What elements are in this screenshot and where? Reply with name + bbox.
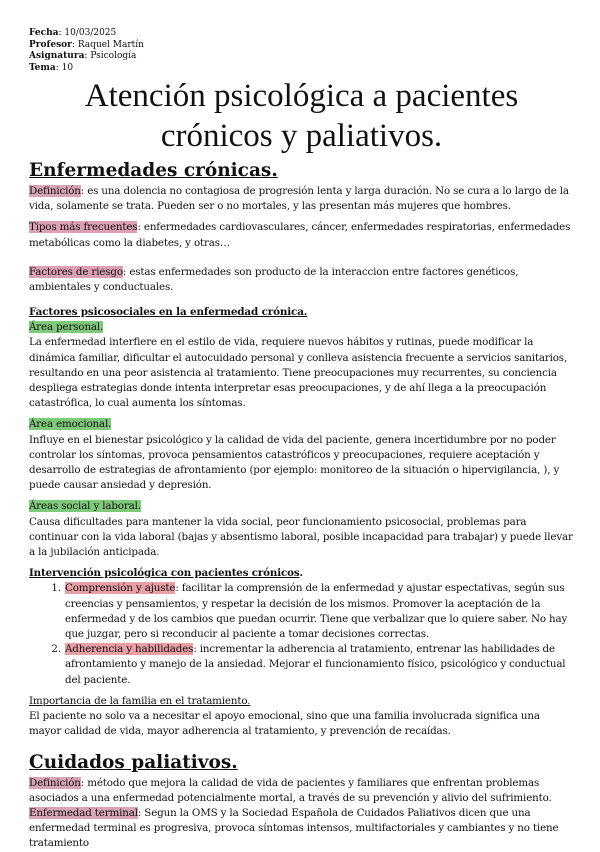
list-item: 2. Adherencia y habilidades: incrementar la adherencia al tratamiento, entrenar las habilidades de afrontamiento y manejo de la ansiedad. Mejorar el funcionamiento físico, psicológico y conductual del paciente. <box>64 642 574 688</box>
subheading-psicosociales: Factores psicosociales en la enfermedad crónica. <box>29 306 308 319</box>
area-personal-text: La enfermedad interfiere en el estilo de vida, requiere nuevos hábitos y rutinas, puede modificar la dinámica familiar, dificultar el autocuidado personal y conlleva asistencia frecuente a servicios sanitarios, resultando en una peor asistencia al tratamiento. Tiene preocupaciones muy recurrentes, su conciencia despliega estrategias donde intenta interpretar esas preocupaciones, y de ahí llega a la preocupación catastrófica, lo cual aumenta los síntomas. <box>29 336 568 410</box>
subheading-familia: Importancia de la familia en el tratamiento. <box>29 694 251 707</box>
area-emocional-label: Área emocional. <box>29 418 112 431</box>
paragraph-factores: Factores de riesgo: estas enfermedades son producto de la interaccion entre factores genéticos, ambientales y conductuales. <box>29 265 519 294</box>
area-social-label: Áreas social y laboral. <box>29 500 141 513</box>
document-meta <box>29 28 574 74</box>
highlight-label: Tipos más frecuentes <box>29 221 138 234</box>
intervencion-list <box>29 581 574 687</box>
highlight-label: Definición <box>29 185 81 197</box>
meta-fecha: Fecha: 10/03/2025 <box>29 28 117 38</box>
meta-profesor: Profesor: Raquel Martín <box>29 39 144 50</box>
section-heading-paliativos: Cuidados paliativos. <box>29 751 238 773</box>
subheading-intervencion: Intervención psicológica con pacientes crónicos. <box>29 567 303 580</box>
highlight-label: Factores de riesgo <box>29 265 123 278</box>
page-title: Atención psicológica a pacientes crónicos y paliativos. <box>84 78 519 154</box>
meta-asignatura: Asignatura: Psicología <box>29 51 137 61</box>
paragraph-paliativos-definicion: Definición: método que mejora la calidad de vida de pacientes y familiares que enfrentan problemas asociados a una enfermedad potencialmente mortal, a través de su prevención y alivio del sufrimiento. <box>29 776 552 804</box>
highlight-label: Enfermedad terminal <box>29 806 138 819</box>
area-personal-label: Área personal. <box>29 321 104 334</box>
section-heading-cronicas: Enfermedades crónicas. <box>29 160 278 181</box>
familia-text: El paciente no solo va a necesitar el apoyo emocional, sino que una familia involucrada significa una mayor calidad de vida, mayor adherencia al tratamiento, y prevención de recaídas. <box>29 710 540 738</box>
meta-tema: Tema: 10 <box>29 62 74 73</box>
list-item: 1. Comprensión y ajuste: facilitar la comprensión de la enfermedad y ajustar espectativas, según sus creencias y pensamientos, y respetar la decisión de los mismos. Promover la aceptación de la enfermedad y de los cambios que puedan ocurrir. Tiene que verbalizar que lo quiere saber. No hay que juzgar, pero si reconducir al paciente a tomar decisiones correctas. <box>64 581 574 642</box>
area-social-text: Causa dificultades para mantener la vida social, peor funcionamiento psicosocial, problemas para continuar con la vida laboral (bajas y absentismo laboral, posible incapacidad para trabajar) y puede llevar a la jubilación anticipada. <box>29 515 573 559</box>
paragraph-definicion: Definición: es una dolencia no contagiosa de progresión lenta y larga duración. No se cura a lo largo de la vida, solamente se trata. Pueden ser o no mortales, y las presentan más mujeres que hombres. <box>29 185 569 213</box>
paragraph-terminal: Enfermedad terminal: Segun la OMS y la Sociedad Española de Cuidados Paliativos dicen que una enfermedad terminal es progresiva, provoca síntomas intensos, multifactoriales y cambiantes y no tiene tratamiento <box>29 806 559 850</box>
paragraph-tipos: Tipos más frecuentes: enfermedades cardiovasculares, cáncer, enfermedades respiratorias, enfermedades metabólicas como la diabetes, y otras… <box>29 221 571 249</box>
area-emocional-text: Influye en el bienestar psicológico y la calidad de vida del paciente, genera incertidumbre por no poder controlar los síntomas, provoca pensamientos catastróficos y preocupaciones, requiere aceptación y desarrollo de estrategias de afrontamiento (por ejemplo: monitoreo de la situación o hipervigilancia, ), y puede causar ansiedad y depresión. <box>29 433 560 492</box>
highlight-label: Definición <box>29 776 81 789</box>
